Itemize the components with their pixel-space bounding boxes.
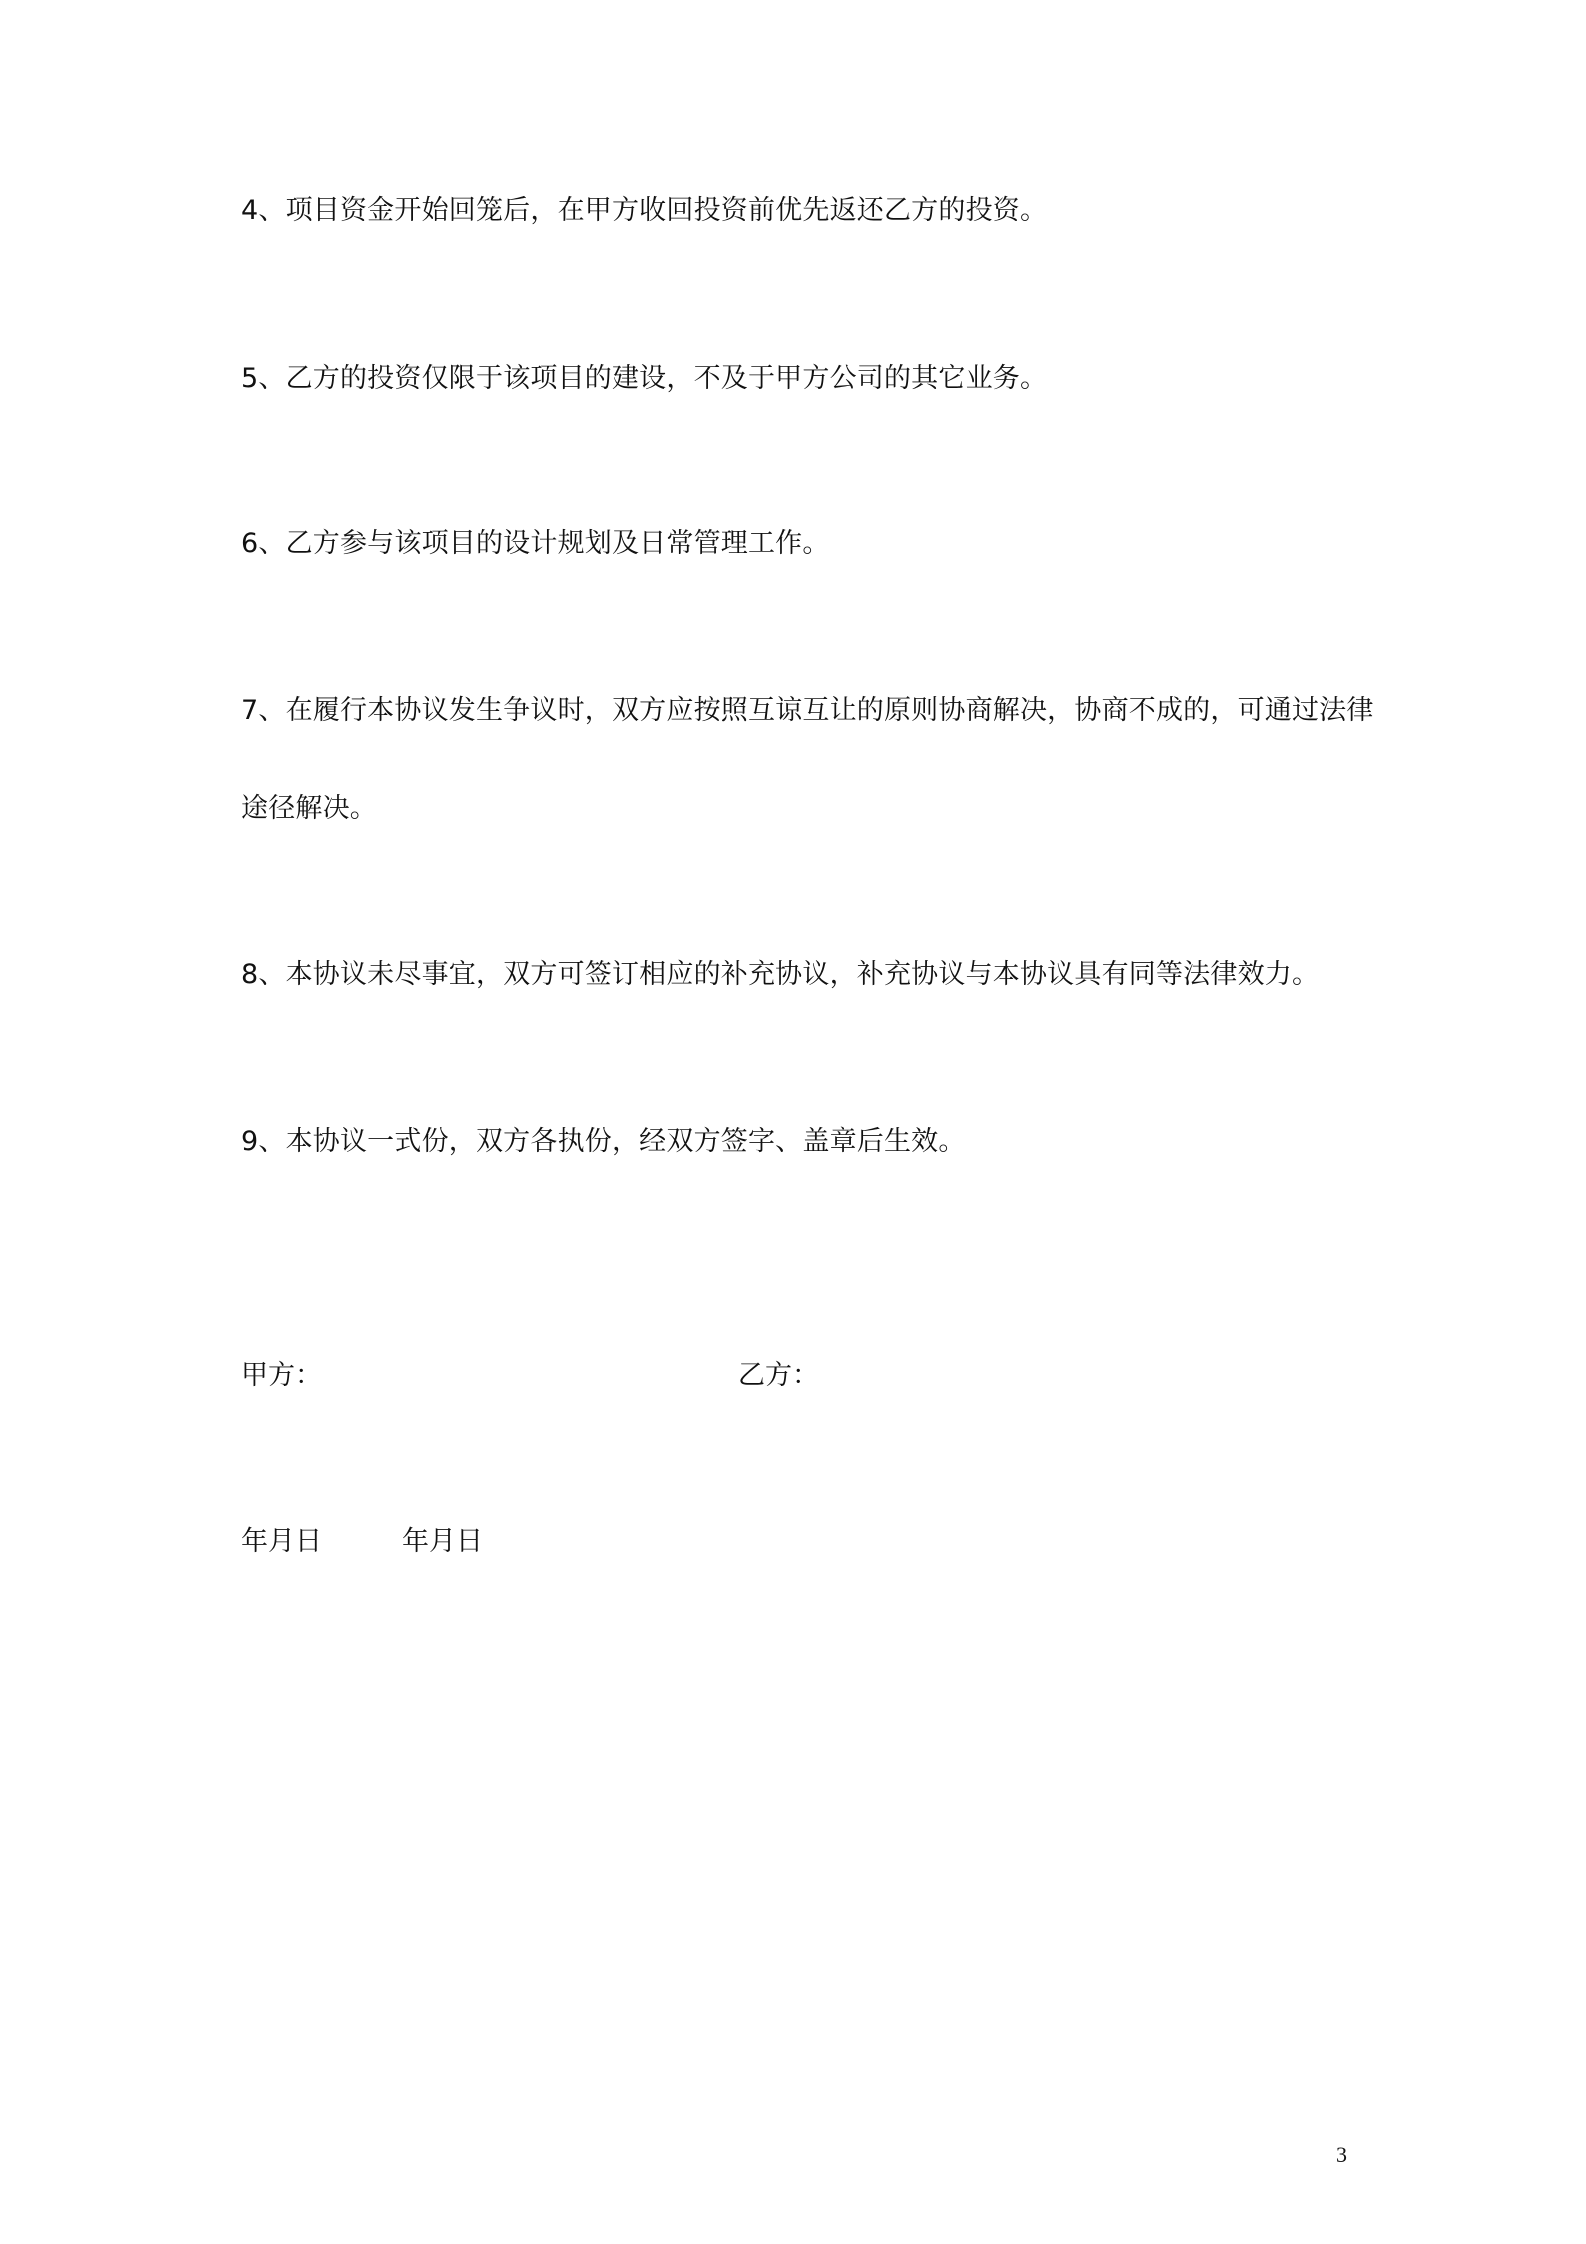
clause-9: 9、本协议一式份，双方各执份，经双方签字、盖章后生效。 [241,1126,966,1157]
clause-6: 6、乙方参与该项目的设计规划及日常管理工作。 [241,528,830,559]
clause-4: 4、项目资金开始回笼后，在甲方收回投资前优先返还乙方的投资。 [241,195,1048,226]
clause-5: 5、乙方的投资仅限于该项目的建设，不及于甲方公司的其它业务。 [241,363,1048,394]
page-number: 3 [1336,2142,1347,2167]
clause-7-line-2: 途径解决。 [241,793,377,824]
party-a-label: 甲方： [241,1360,322,1391]
party-b-date-label: 年月日 [402,1526,483,1557]
clause-8: 8、本协议未尽事宜，双方可签订相应的补充协议，补充协议与本协议具有同等法律效力。 [241,959,1320,990]
clause-7-line-1: 7、在履行本协议发生争议时，双方应按照互谅互让的原则协商解决，协商不成的，可通过法律 [241,695,1374,726]
party-a-date-label: 年月日 [241,1526,322,1557]
party-b-label: 乙方： [738,1360,819,1391]
